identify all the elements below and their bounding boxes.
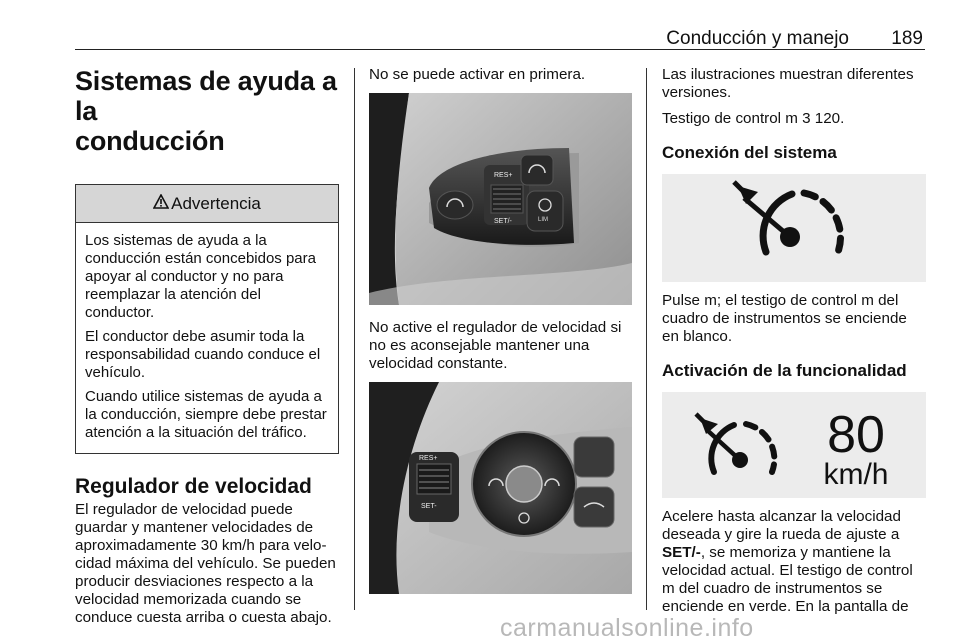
watermark: carmanualsonline.info xyxy=(500,614,754,642)
cruise-icon-box xyxy=(662,174,926,282)
display-speed-unit: km/h xyxy=(823,458,889,491)
paragraph-accelerate: Acelere hasta alcanzar la velocidad deseada y gire la rueda de ajuste a SET/-, se memoriza y mantiene la velocidad actual. El testigo de control m del cuadro de instrumentos se enciende en verde. En la pantalla de xyxy=(662,508,913,615)
warning-body xyxy=(76,223,338,453)
heading-system-connection: Conexión del sistema xyxy=(662,143,837,162)
set-label-inline: SET/- xyxy=(662,544,701,561)
res-label: RES+ xyxy=(494,172,513,179)
running-head xyxy=(75,28,925,50)
paragraph-first-gear: No se puede activar en primera. xyxy=(369,66,586,83)
warning-header xyxy=(76,185,338,223)
section-heading-cruise: Regulador de velocidad xyxy=(75,475,312,498)
warning-paragraph: El conductor debe asumir toda la responsabilidad cuando conduce el vehículo. xyxy=(85,328,321,381)
steering-wheel-photo-1 xyxy=(369,93,632,305)
lim-label: LIM xyxy=(538,217,549,223)
running-head-section: Conducción y manejo xyxy=(666,28,849,49)
warning-title: Advertencia xyxy=(171,193,261,213)
speed-display-box xyxy=(662,392,926,498)
paragraph-control-light: Testigo de control m 3 120. xyxy=(662,110,845,127)
cruise-description: El regulador de velocidad puede guardar y mantener velocidades de aproximadamente 30 km/h para velo-cidad máxima del vehículo. Se pueden producir desviaciones respecto a la velocidad memorizada cuando se conduce cuesta arriba o cuesta abajo. xyxy=(75,501,336,626)
steering-wheel-photo-2 xyxy=(369,382,632,594)
column-divider-2 xyxy=(646,68,647,610)
column-3 xyxy=(662,66,926,616)
warning-triangle-icon xyxy=(153,194,169,213)
paragraph-press: Pulse m; el testigo de control m del cuadro de instrumentos se enciende en blanco. xyxy=(662,292,907,345)
cruise-control-icon xyxy=(662,174,926,282)
column-1 xyxy=(75,66,343,627)
paragraph-versions: Las ilustraciones muestran diferentes versiones. xyxy=(662,66,914,101)
warning-box xyxy=(75,184,339,454)
column-2 xyxy=(369,66,632,594)
res-label: RES+ xyxy=(419,455,438,462)
paragraph-constant-speed: No active el regulador de velocidad si no es aconsejable mantener una velocidad constante. xyxy=(369,319,622,372)
page-number: 189 xyxy=(891,28,923,49)
heading-activation: Activación de la funcionalidad xyxy=(662,361,907,380)
warning-paragraph: Los sistemas de ayuda a la conducción están concebidos para apoyar al conductor y no para reemplazar la atención del conductor. xyxy=(85,232,316,321)
warning-paragraph: Cuando utilice sistemas de ayuda a la conducción, siempre debe prestar atención a la situación del tráfico. xyxy=(85,388,327,441)
display-speed-value: 80 xyxy=(827,406,885,464)
chapter-title: Sistemas de ayuda a la conducción xyxy=(75,66,337,156)
column-divider-1 xyxy=(354,68,355,610)
set-label: SET/- xyxy=(494,218,512,225)
cruise-active-icon xyxy=(696,414,774,472)
set-label: SET- xyxy=(421,503,437,510)
